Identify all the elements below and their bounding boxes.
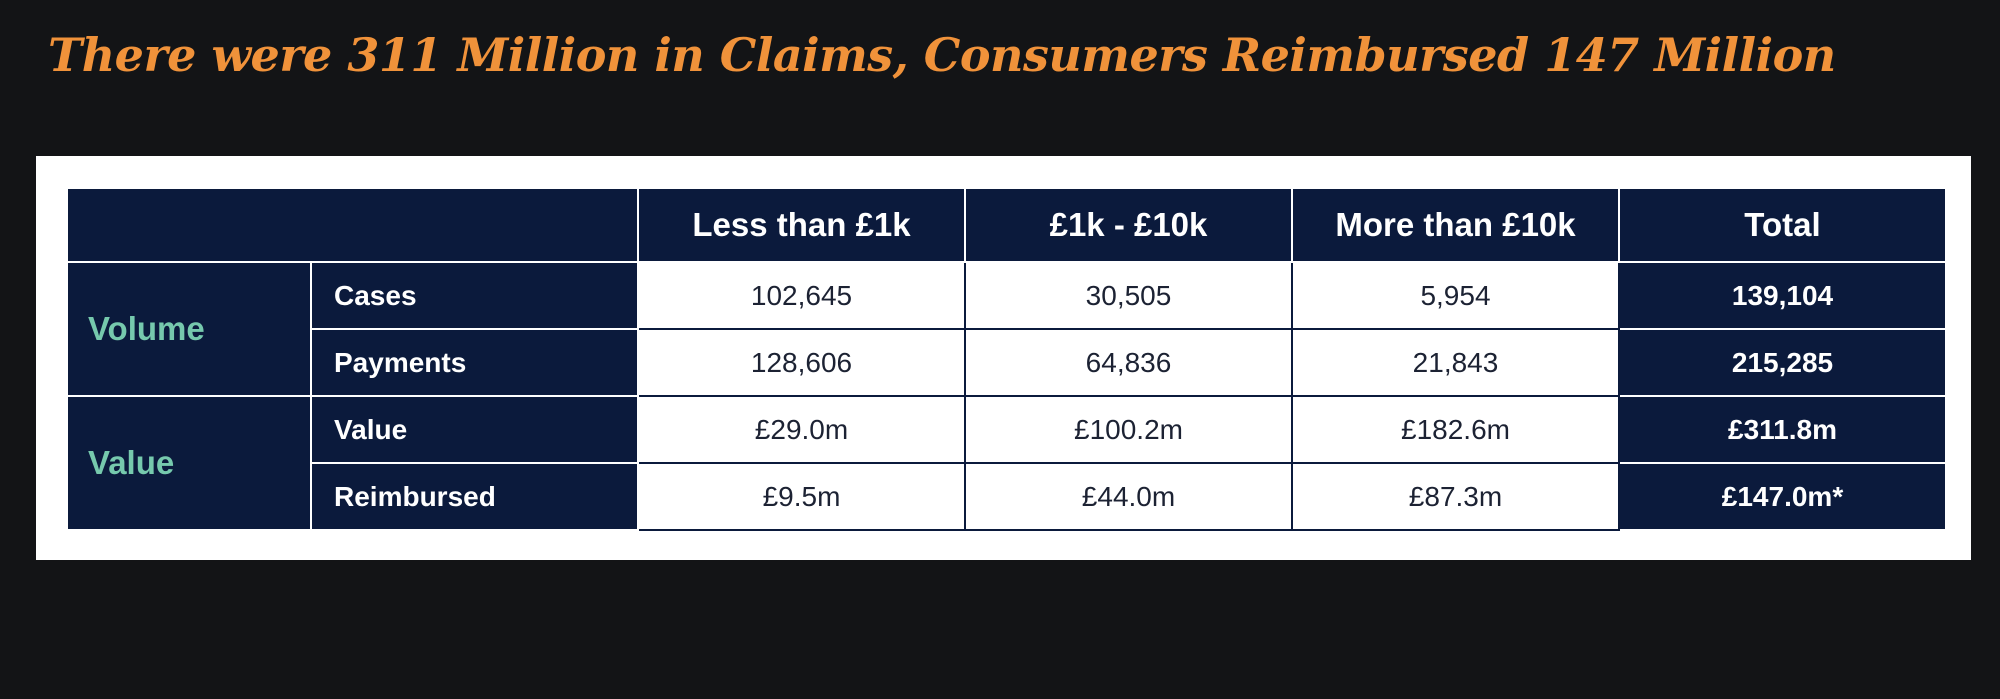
table-cell: £29.0m <box>638 396 965 463</box>
table-row-value <box>67 396 1946 463</box>
header-corner <box>67 188 638 262</box>
group-label-volume: Volume <box>67 262 311 396</box>
table-cell: 21,843 <box>1292 329 1619 396</box>
row-label-value: Value <box>311 396 638 463</box>
table-cell: £87.3m <box>1292 463 1619 530</box>
table-cell: 5,954 <box>1292 262 1619 329</box>
table-cell: 102,645 <box>638 262 965 329</box>
table-row-payments <box>67 329 1946 396</box>
page-title: There were 311 Million in Claims, Consumers Reimbursed 147 Million <box>48 28 1836 82</box>
row-label-cases: Cases <box>311 262 638 329</box>
table-row-reimbursed <box>67 463 1946 530</box>
column-header-more-than-10k: More than £10k <box>1292 188 1619 262</box>
total-cell: 215,285 <box>1619 329 1946 396</box>
table-cell: £100.2m <box>965 396 1292 463</box>
row-label-payments: Payments <box>311 329 638 396</box>
total-cell: 139,104 <box>1619 262 1946 329</box>
table-row-cases <box>67 262 1946 329</box>
table-cell: £9.5m <box>638 463 965 530</box>
table-card <box>36 156 1971 560</box>
table-cell: 64,836 <box>965 329 1292 396</box>
row-label-reimbursed: Reimbursed <box>311 463 638 530</box>
table-cell: £182.6m <box>1292 396 1619 463</box>
column-header-1k-10k: £1k - £10k <box>965 188 1292 262</box>
column-header-total: Total <box>1619 188 1946 262</box>
table-cell: 30,505 <box>965 262 1292 329</box>
column-header-less-than-1k: Less than £1k <box>638 188 965 262</box>
table-cell: £44.0m <box>965 463 1292 530</box>
total-cell: £311.8m <box>1619 396 1946 463</box>
table-cell: 128,606 <box>638 329 965 396</box>
group-label-value: Value <box>67 396 311 530</box>
header-row <box>67 188 1946 262</box>
claims-table <box>66 187 1947 531</box>
total-cell: £147.0m* <box>1619 463 1946 530</box>
